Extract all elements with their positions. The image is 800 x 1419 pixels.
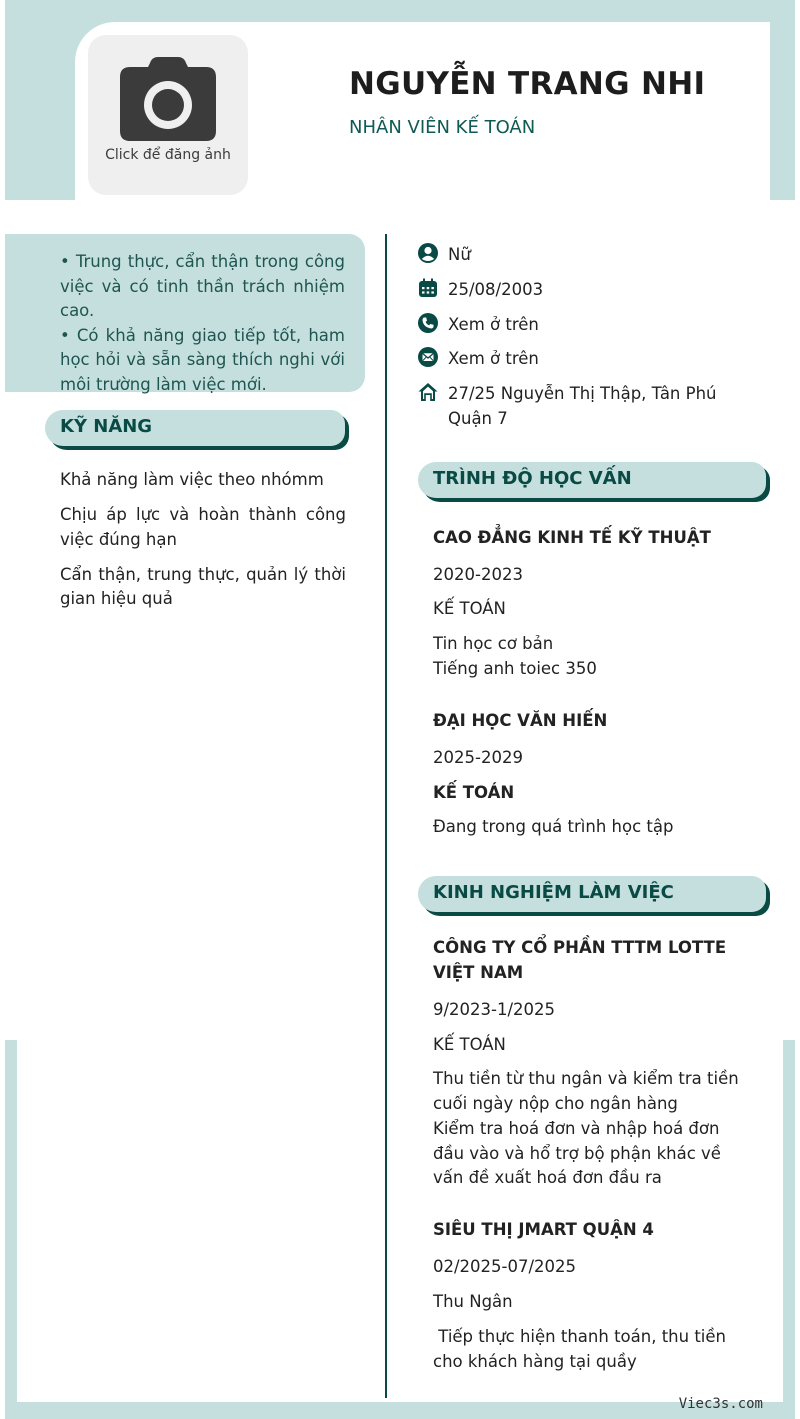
contact-phone: Xem ở trên xyxy=(418,313,718,338)
experience-detail: Tiếp thực hiện thanh toán, thu tiền cho khách hàng tại quầy xyxy=(433,1327,732,1371)
education-school: CAO ĐẲNG KINH TẾ KỸ THUẬT xyxy=(433,528,711,547)
education-major: KẾ TOÁN xyxy=(433,783,515,802)
education-period: 2025-2029 xyxy=(433,748,523,767)
user-icon xyxy=(418,243,438,263)
contact-address xyxy=(418,382,718,431)
summary-line: • Có khả năng giao tiếp tốt, ham học hỏi và sẵn sàng thích nghi với môi trường làm việc mới. xyxy=(60,325,345,394)
experience-company: SIÊU THỊ JMART QUẬN 4 xyxy=(433,1220,654,1239)
education-heading: TRÌNH ĐỘ HỌC VẤN xyxy=(418,462,766,498)
education-detail: Tiếng anh toiec 350 xyxy=(433,659,597,678)
footer-brand: Viec3s.com xyxy=(678,1396,763,1412)
phone-icon xyxy=(418,313,438,333)
skill-item: Chịu áp lực và hoàn thành công việc đúng hạn xyxy=(60,505,346,549)
summary-box xyxy=(5,234,365,392)
skills-list xyxy=(60,468,346,622)
mail-icon xyxy=(418,347,438,367)
candidate-name: NGUYỄN TRANG NHI xyxy=(349,66,706,102)
column-divider xyxy=(385,234,387,1398)
education-period: 2020-2023 xyxy=(433,565,523,584)
education-detail: Tin học cơ bản xyxy=(433,634,554,653)
education-detail: Đang trong quá trình học tập xyxy=(433,817,674,836)
experience-heading: KINH NGHIỆM LÀM VIỆC xyxy=(418,876,766,912)
experience-position: KẾ TOÁN xyxy=(433,1035,506,1054)
calendar-icon xyxy=(418,278,438,298)
summary-line: • Trung thực, cẩn thận trong công việc và có tinh thần trách nhiệm cao. xyxy=(60,252,345,320)
skill-item: Cẩn thận, trung thực, quản lý thời gian hiệu quả xyxy=(60,564,346,608)
photo-upload[interactable] xyxy=(88,35,248,195)
experience-detail: Kiểm tra hoá đơn và nhập hoá đơn đầu vào và hổ trợ bộ phận khác về vấn đề xuất hoá đơn đầu ra xyxy=(433,1119,721,1187)
skill-item: Khả năng làm việc theo nhómm xyxy=(60,470,324,489)
education-school: ĐẠI HỌC VĂN HIẾN xyxy=(433,711,608,730)
experience-position: Thu Ngân xyxy=(433,1292,513,1311)
experience-period: 02/2025-07/2025 xyxy=(433,1257,577,1276)
experience-period: 9/2023-1/2025 xyxy=(433,1000,556,1019)
contact-gender: Nữ xyxy=(418,243,718,268)
camera-icon xyxy=(120,57,216,141)
experience-detail: Thu tiền từ thu ngân và kiểm tra tiền cuối ngày nộp cho ngân hàng xyxy=(433,1069,739,1113)
home-icon xyxy=(418,382,438,402)
address-line-1: 27/25 Nguyễn Thị Thập, Tân Phú xyxy=(448,384,717,403)
contact-email: Xem ở trên xyxy=(418,347,718,372)
contact-birthday: 25/08/2003 xyxy=(418,278,718,303)
education-major: KẾ TOÁN xyxy=(433,599,506,618)
address-line-2: Quận 7 xyxy=(448,408,508,428)
job-title: NHÂN VIÊN KẾ TOÁN xyxy=(349,117,536,138)
experience-company: CÔNG TY CỔ PHẦN TTTM LOTTE VIỆT NAM xyxy=(433,938,727,982)
skills-heading: KỸ NĂNG xyxy=(45,410,345,446)
photo-label: Click để đăng ảnh xyxy=(105,147,231,163)
